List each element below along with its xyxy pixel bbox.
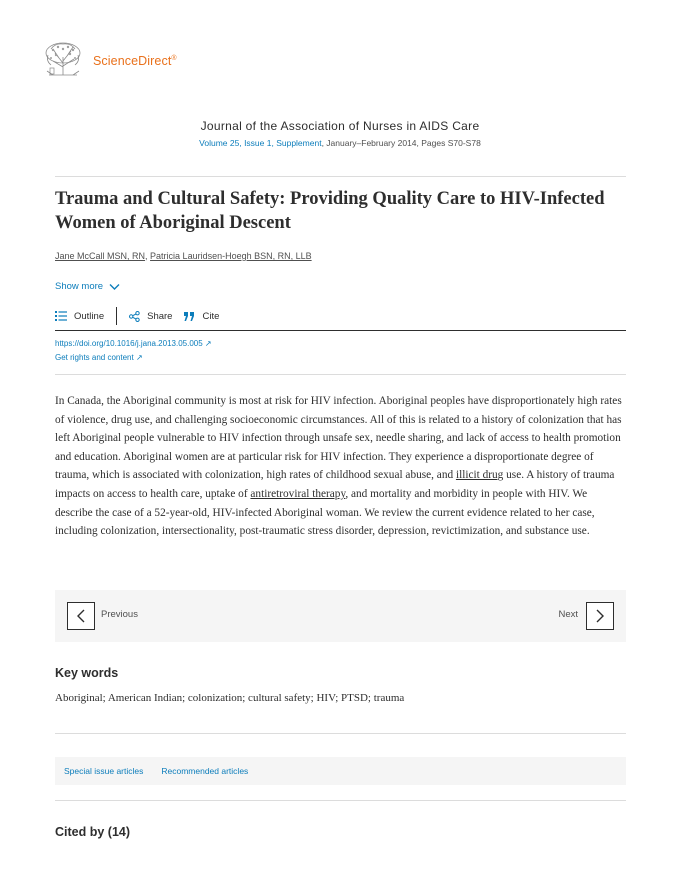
author-link[interactable]: Jane McCall MSN, RN	[55, 251, 146, 261]
keywords-divider	[55, 733, 626, 734]
quote-icon	[184, 312, 195, 321]
issue-info	[0, 138, 680, 148]
abstract-part: In Canada, the Aboriginal community is most at risk for HIV infection. Aboriginal peoples have disproportionately high rates of violence, drug use, and challenging socioeconomic circumstances. All of this is related to a history of colonization that has left Aboriginal people vulnerable to HIV infection through unsafe sex, needle sharing, and lack of access to health promotion and education. Aboriginal women are at particular risk for HIV infection. They experience a disproportionate degree of trauma, which is associated with colonization, high rates of childhood sexual abuse, and	[55, 395, 622, 482]
show-more-label: Show more	[55, 281, 104, 292]
illicit-drug-link[interactable]	[456, 469, 503, 481]
site-header	[43, 42, 177, 80]
next-button[interactable]	[586, 602, 614, 630]
previous-button[interactable]	[67, 602, 95, 630]
list-icon	[55, 311, 67, 321]
abstract-part: , and mortality and morbidity in people with HIV. We describe the case of a 52-year-old, HIV-infected Aboriginal woman. We review the current evidence related to her case, including colonization, intersectionality, post-traumatic stress disorder, depression, revictimization, and substance use.	[55, 487, 595, 538]
previous-label[interactable]: Previous	[101, 609, 138, 620]
share-button[interactable]	[129, 311, 172, 322]
chevron-right-icon	[595, 609, 605, 623]
brand-registered-mark: ®	[171, 54, 177, 62]
link-text: antiretroviral therapy	[250, 487, 346, 500]
related-articles-tabs	[55, 757, 626, 785]
toolbar-divider	[116, 307, 117, 325]
doi-link[interactable]	[55, 339, 212, 348]
abstract-part: use. A history of trauma impacts on access to health care, uptake of	[55, 469, 615, 500]
outline-button[interactable]	[55, 311, 104, 322]
tabs-divider	[55, 800, 626, 801]
chevron-left-icon	[76, 609, 86, 623]
external-link-icon: ↗	[135, 353, 143, 362]
abstract-text	[55, 392, 627, 541]
rights-text: Get rights and content	[55, 353, 134, 362]
author-list	[55, 251, 312, 261]
show-more-button[interactable]	[55, 281, 120, 292]
elsevier-tree-icon	[43, 41, 83, 77]
brand-text: ScienceDirect	[93, 54, 172, 68]
link-text: illicit drug	[455, 469, 504, 482]
cite-label: Cite	[202, 310, 220, 322]
issue-date-pages: , January–February 2014, Pages S70-S78	[321, 138, 481, 148]
elsevier-logo[interactable]	[43, 41, 83, 82]
article-title: Trauma and Cultural Safety: Providing Quality Care to HIV-Infected Women of Aboriginal Descent	[55, 189, 605, 233]
rights-link[interactable]	[55, 353, 143, 362]
chevron-down-icon	[109, 283, 120, 291]
keywords-heading: Key words	[55, 666, 119, 680]
article-toolbar	[55, 306, 219, 326]
author-separator: ,	[145, 251, 151, 261]
next-label[interactable]: Next	[558, 609, 578, 620]
doi-text: https://doi.org/10.1016/j.jana.2013.05.005	[55, 339, 203, 348]
external-link-icon: ↗	[204, 339, 212, 348]
keywords-list: Aboriginal; American Indian; colonization; cultural safety; HIV; PTSD; trauma	[55, 692, 405, 704]
share-icon	[129, 311, 140, 322]
article-pager	[55, 590, 626, 642]
author-link[interactable]: Patricia Lauridsen-Hoegh BSN, RN, LLB	[150, 251, 312, 261]
meta-divider	[55, 374, 626, 375]
outline-label: Outline	[74, 310, 105, 322]
header-divider	[55, 176, 626, 177]
sciencedirect-logo[interactable]	[93, 54, 177, 68]
toolbar-divider-line	[55, 330, 626, 331]
cited-by-heading: Cited by (14)	[55, 825, 131, 839]
tab-special-issue-articles[interactable]: Special issue articles	[64, 766, 144, 776]
share-label: Share	[147, 310, 173, 322]
tab-recommended-articles[interactable]: Recommended articles	[161, 766, 249, 776]
issue-link[interactable]: Volume 25, Issue 1, Supplement	[199, 138, 322, 148]
antiretroviral-therapy-link[interactable]	[250, 488, 345, 500]
cite-button[interactable]	[184, 311, 219, 322]
journal-title-link[interactable]: Journal of the Association of Nurses in AIDS Care	[200, 119, 480, 133]
